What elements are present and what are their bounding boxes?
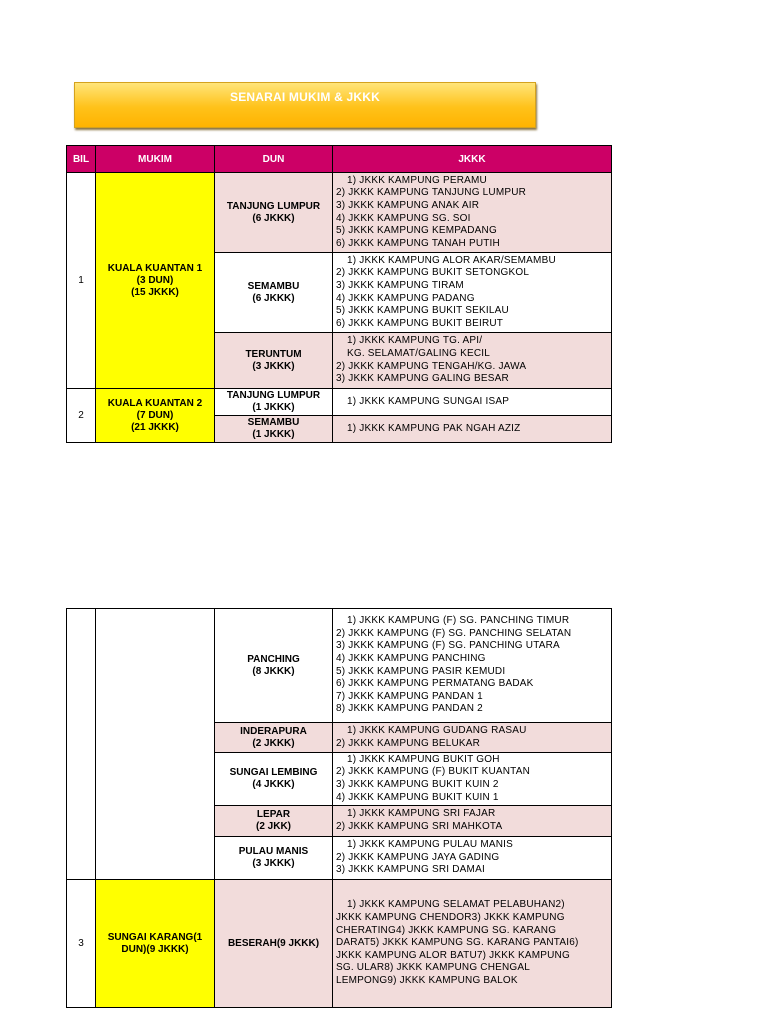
mukim-table-2: [66, 608, 612, 1008]
list-item: 1) JKKK KAMPUNG PAK NGAH AZIZ: [347, 422, 521, 434]
dun-cell: [215, 173, 333, 253]
list-item: 3) JKKK KAMPUNG SRI DAMAI: [336, 864, 485, 876]
bil-cell: 1: [67, 173, 96, 389]
table-row: [67, 173, 612, 253]
list-item: 3) JKKK KAMPUNG (F) SG. PANCHING UTARA: [336, 640, 560, 652]
list-item: LEMPONG9) JKKK KAMPUNG BALOK: [336, 974, 518, 986]
mukim-cell: [96, 389, 215, 443]
dun-name: INDERAPURA: [240, 725, 307, 737]
mukim-cell: [96, 609, 215, 880]
dun-count: (6 JKKK): [252, 212, 295, 224]
list-item: 2) JKKK KAMPUNG JAYA GADING: [336, 851, 500, 863]
banner-title: SENARAI MUKIM & JKKK: [229, 90, 380, 104]
table-row: [67, 880, 612, 1008]
dun-cell: [215, 753, 333, 806]
dun-name: PULAU MANIS: [238, 846, 309, 857]
header-dun: DUN: [215, 146, 333, 173]
mukim-table-1: [66, 145, 612, 443]
dun-cell: [215, 806, 333, 837]
dun-name: BESERAH(9 JKKK): [227, 937, 320, 949]
list-item: CHERATING4) JKKK KAMPUNG SG. KARANG: [336, 924, 557, 936]
list-item: 5) JKKK KAMPUNG BUKIT SEKILAU: [336, 305, 509, 317]
dun-cell: [215, 880, 333, 1008]
list-item: 4) JKKK KAMPUNG PANCHING: [336, 652, 486, 664]
list-item: 1) JKKK KAMPUNG SUNGAI ISAP: [347, 395, 510, 407]
list-item: 1) JKKK KAMPUNG PULAU MANIS: [347, 839, 513, 851]
dun-cell: [215, 723, 333, 753]
dun-count: (1 JKKK): [252, 402, 295, 413]
mukim-name: SUNGAI KARANG(1: [107, 931, 203, 943]
header-jkkk: JKKK: [333, 146, 612, 173]
list-item: 1) JKKK KAMPUNG PERAMU: [347, 174, 487, 186]
list-item: SG. ULAR8) JKKK KAMPUNG CHENGAL: [336, 962, 531, 974]
list-item: 2) JKKK KAMPUNG (F) SG. PANCHING SELATAN: [336, 627, 572, 639]
table-row: [67, 609, 612, 723]
list-item: 1) JKKK KAMPUNG BUKIT GOH: [347, 753, 500, 765]
list-item: 3) JKKK KAMPUNG BUKIT KUIN 2: [336, 779, 499, 790]
dun-count: (2 JKKK): [252, 737, 295, 749]
list-item: 2) JKKK KAMPUNG SRI MAHKOTA: [336, 821, 503, 832]
jkkk-cell: [333, 333, 612, 389]
list-item: 2) JKKK KAMPUNG BELUKAR: [336, 737, 481, 749]
dun-count: (3 JKKK): [252, 858, 295, 869]
page-banner: [74, 82, 536, 128]
list-item: 3) JKKK KAMPUNG GALING BESAR: [336, 373, 509, 385]
list-item: 2) JKKK KAMPUNG TENGAH/KG. JAWA: [336, 360, 527, 372]
dun-cell: [215, 416, 333, 443]
jkkk-cell: [333, 837, 612, 880]
list-item: 6) JKKK KAMPUNG PERMATANG BADAK: [336, 678, 534, 690]
list-item: 1) JKKK KAMPUNG (F) SG. PANCHING TIMUR: [347, 615, 570, 627]
mukim-dun-count: (7 DUN): [136, 409, 174, 421]
dun-count: (8 JKKK): [252, 665, 295, 677]
list-item: 5) JKKK KAMPUNG KEMPADANG: [336, 225, 497, 237]
list-item: 1) JKKK KAMPUNG SRI FAJAR: [347, 808, 496, 820]
list-item: 4) JKKK KAMPUNG BUKIT KUIN 1: [336, 791, 499, 803]
mukim-count: DUN)(9 JKKK): [121, 943, 189, 955]
bil-cell: 2: [67, 389, 96, 443]
bil-cell: 3: [67, 880, 96, 1008]
header-mukim: MUKIM: [96, 146, 215, 173]
list-item: 7) JKKK KAMPUNG PANDAN 1: [336, 690, 483, 702]
header-bil: BIL: [67, 146, 96, 173]
dun-cell: [215, 389, 333, 416]
mukim-name: KUALA KUANTAN 2: [107, 397, 203, 409]
list-item: KG. SELAMAT/GALING KECIL: [347, 347, 490, 359]
jkkk-cell: [333, 389, 612, 416]
dun-name: TANJUNG LUMPUR: [226, 200, 321, 212]
list-item: 1) JKKK KAMPUNG GUDANG RASAU: [347, 724, 527, 736]
list-item: 3) JKKK KAMPUNG ANAK AIR: [336, 199, 480, 211]
list-item: DARAT5) JKKK KAMPUNG SG. KARANG PANTAI6): [336, 937, 579, 949]
dun-count: (4 JKKK): [252, 779, 295, 790]
mukim-jkkk-count: (15 JKKK): [131, 286, 179, 298]
dun-cell: [215, 333, 333, 389]
jkkk-cell: [333, 880, 612, 1008]
jkkk-cell: [333, 806, 612, 837]
table-header-row: [67, 146, 612, 173]
jkkk-cell: [333, 723, 612, 753]
dun-cell: [215, 253, 333, 333]
bil-cell: [67, 609, 96, 880]
list-item: 1) JKKK KAMPUNG TG. API/: [347, 335, 483, 347]
jkkk-cell: [333, 609, 612, 723]
list-item: 1) JKKK KAMPUNG ALOR AKAR/SEMAMBU: [347, 254, 556, 266]
jkkk-cell: [333, 173, 612, 253]
list-item: 5) JKKK KAMPUNG PASIR KEMUDI: [336, 665, 506, 677]
jkkk-cell: [333, 253, 612, 333]
dun-name: SEMAMBU: [247, 417, 300, 428]
jkkk-cell: [333, 416, 612, 443]
list-item: 4) JKKK KAMPUNG SG. SOI: [336, 212, 471, 224]
list-item: 2) JKKK KAMPUNG TANJUNG LUMPUR: [336, 187, 527, 199]
dun-cell: [215, 837, 333, 880]
list-item: 6) JKKK KAMPUNG TANAH PUTIH: [336, 237, 500, 249]
mukim-cell: [96, 173, 215, 389]
dun-name: SEMAMBU: [247, 280, 300, 292]
list-item: 6) JKKK KAMPUNG BUKIT BEIRUT: [336, 317, 504, 329]
mukim-dun-count: (3 DUN): [136, 274, 174, 286]
mukim-cell: [96, 880, 215, 1008]
dun-count: (6 JKKK): [252, 292, 295, 304]
dun-name: SUNGAI LEMBING: [229, 767, 318, 778]
list-item: 3) JKKK KAMPUNG TIRAM: [336, 279, 464, 291]
list-item: 1) JKKK KAMPUNG SELAMAT PELABUHAN2): [347, 899, 565, 911]
dun-cell: [215, 609, 333, 723]
dun-count: (2 JKK): [255, 821, 291, 832]
list-item: 8) JKKK KAMPUNG PANDAN 2: [336, 703, 483, 715]
dun-name: LEPAR: [256, 809, 291, 820]
dun-name: TERUNTUM: [245, 348, 302, 360]
dun-name: TANJUNG LUMPUR: [226, 390, 321, 401]
mukim-jkkk-count: (21 JKKK): [131, 421, 179, 433]
mukim-name: KUALA KUANTAN 1: [107, 262, 203, 274]
list-item: 4) JKKK KAMPUNG PADANG: [336, 292, 475, 304]
list-item: JKKK KAMPUNG ALOR BATU7) JKKK KAMPUNG: [336, 949, 570, 961]
table-row: [67, 389, 612, 416]
list-item: JKKK KAMPUNG CHENDOR3) JKKK KAMPUNG: [336, 912, 565, 924]
list-item: 2) JKKK KAMPUNG (F) BUKIT KUANTAN: [336, 766, 531, 778]
dun-name: PANCHING: [247, 653, 300, 665]
dun-count: (3 JKKK): [252, 360, 295, 372]
jkkk-cell: [333, 753, 612, 806]
list-item: 2) JKKK KAMPUNG BUKIT SETONGKOL: [336, 267, 530, 279]
dun-count: (1 JKKK): [252, 429, 295, 440]
